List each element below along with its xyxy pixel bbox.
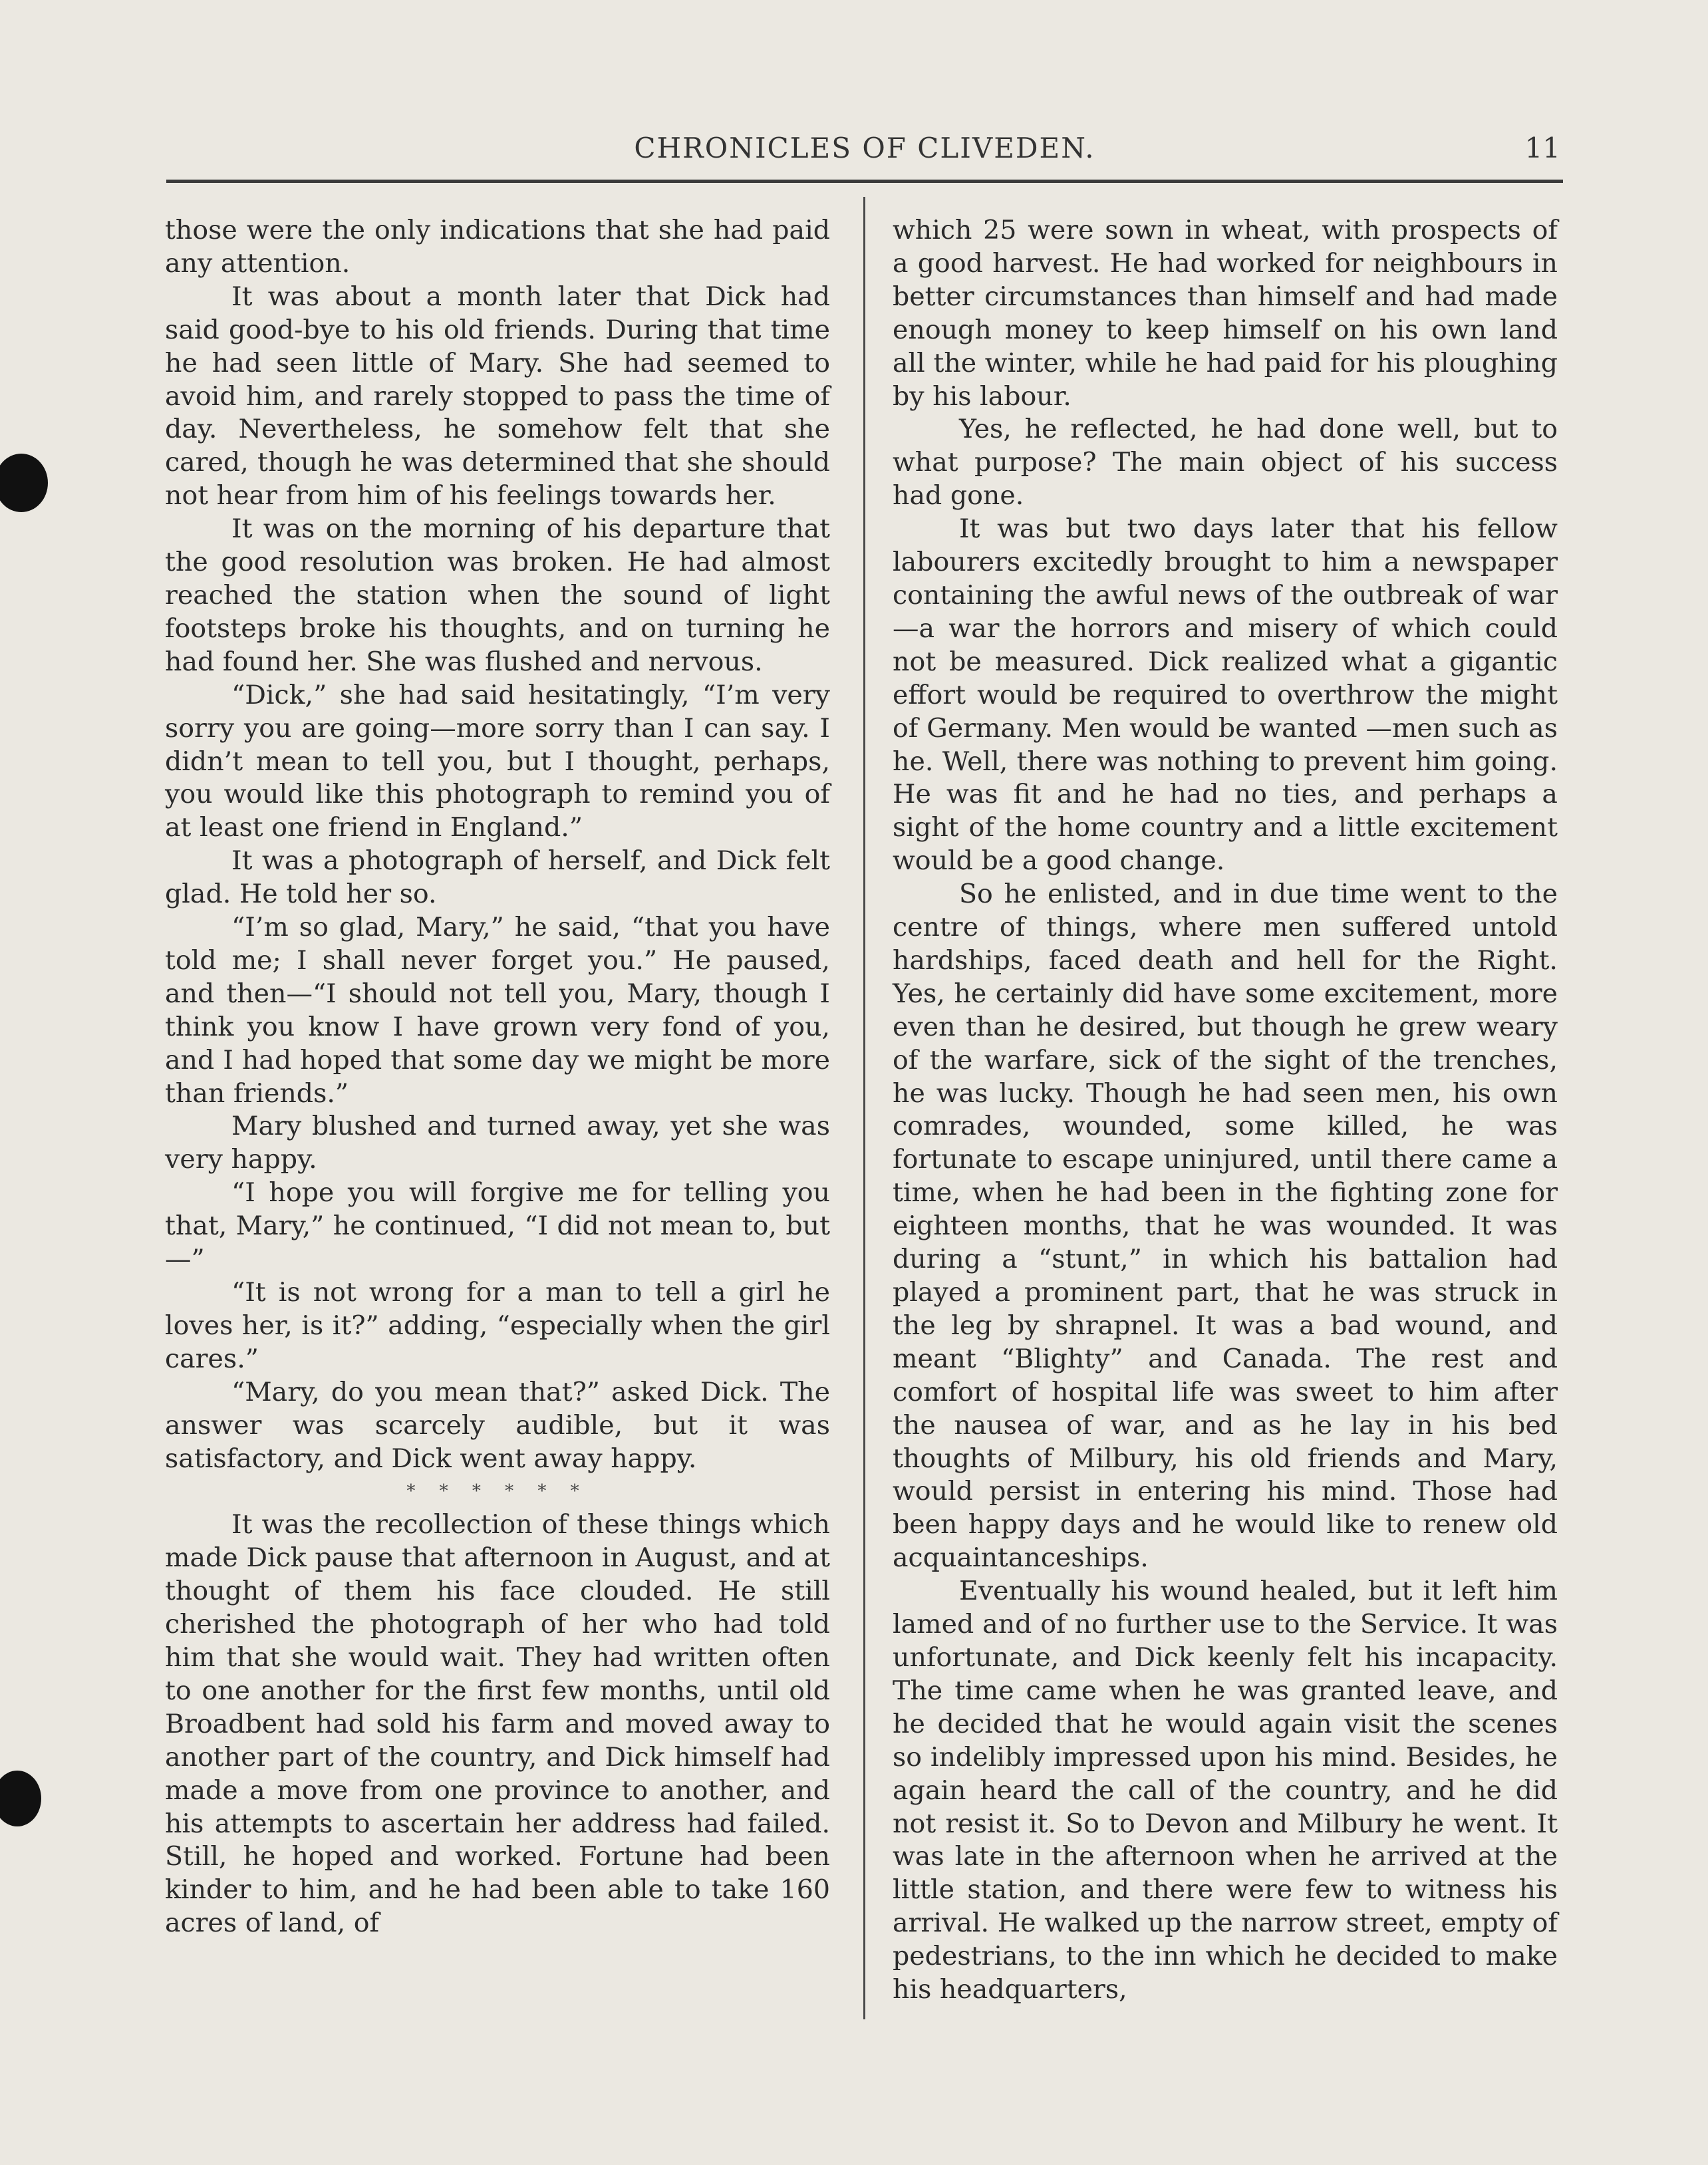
paragraph: those were the only indications that she had paid any attention. <box>165 215 830 279</box>
paragraph: It was a photograph of herself, and Dick felt glad. He told her so. <box>165 845 830 910</box>
right-column <box>893 214 1558 2007</box>
page-header <box>166 132 1563 172</box>
section-separator: * * * * * * <box>406 1481 589 1502</box>
paragraph: Mary blushed and turned away, yet she was very happy. <box>165 1111 830 1175</box>
punch-hole <box>0 454 48 512</box>
paragraph: Yes, he reflected, he had done well, but to what purpose? The main object of his success had gone. <box>893 414 1558 511</box>
running-title: CHRONICLES OF CLIVEDEN. <box>634 132 1095 164</box>
paragraph: So he enlisted, and in due time went to the centre of things, where men suffered untold hardships, faced death and hell for the Right. Yes, he certainly did have some excitement, more even than he desired, but though he grew weary of the warfare, sick of the sight of the trenches, he was lucky. Though he had seen men, his own comrades, wounded, some killed, he was fortunate to escape uninjured, until there came a time, when he had been in the fighting zone for eighteen months, that he was wounded. It was during a “stunt,” in which his battalion had played a prominent part, that he was struck in the leg by shrapnel. It was a bad wound, and meant “Blighty” and Canada. The rest and comfort of hospital life was sweet to him after the nausea of war, and as he lay in his bed thoughts of Milbury, his old friends and Mary, would persist in entering his mind. Those had been happy days and he would like to renew old acquaintanceships. <box>893 879 1558 1574</box>
paragraph: It was the recollection of these things which made Dick pause that afternoon in August, and at thought of them his face clouded. He still cherished the photograph of her who had told him that she would wait. They had written often to one another for the first few months, until old Broadbent had sold his farm and moved away to another part of the country, and Dick himself had made a move from one province to another, and his attempts to ascertain her address had failed. Still, he hoped and worked. Fortune had been kinder to him, and he had been able to take 160 acres of land, of <box>165 1509 830 1939</box>
left-column <box>165 214 830 1940</box>
header-rule <box>166 180 1563 183</box>
paragraph: It was about a month later that Dick had said good-bye to his old friends. During that time he had seen little of Mary. She had seemed to avoid him, and rarely stopped to pass the time of day. Nevertheless, he somehow felt that she cared, though he was determined that she should not hear from him of his feelings towards her. <box>165 281 830 511</box>
paragraph: It was on the morning of his departure that the good resolution was broken. He had almost reached the station when the sound of light footsteps broke his thoughts, and on turning he had found her. She was flushed and nervous. <box>165 513 830 677</box>
paragraph: Eventually his wound healed, but it left him lamed and of no further use to the Service. It was unfortunate, and Dick keenly felt his incapacity. The time came when he was granted leave, and he decided that he would again visit the scenes so indelibly impressed upon his mind. Besides, he again heard the call of the country, and he did not resist it. So to Devon and Milbury he went. It was late in the afternoon when he arrived at the little station, and there were few to witness his arrival. He walked up the narrow street, empty of pedestrians, to the inn which he decided to make his headquarters, <box>893 1576 1558 2005</box>
paragraph: “Dick,” she had said hesitatingly, “I’m very sorry you are going—more sorry than I can say. I didn’t mean to tell you, but I thought, perhaps, you would like this photograph to remind you of at least one friend in England.” <box>165 679 830 843</box>
paragraph: “I hope you will forgive me for telling you that, Mary,” he continued, “I did not mean to, but—” <box>165 1177 830 1275</box>
paragraph: It was but two days later that his fellow labourers excitedly brought to him a newspaper containing the awful news of the outbreak of war—a war the horrors and misery of which could not be measured. Dick realized what a gigantic effort would be required to overthrow the might of Germany. Men would be wanted —men such as he. Well, there was nothing to prevent him going. He was fit and he had no ties, and perhaps a sight of the home country and a little excitement would be a good change. <box>893 513 1558 877</box>
paragraph: “Mary, do you mean that?” asked Dick. The answer was scarcely audible, but it was satisfactory, and Dick went away happy. <box>165 1376 830 1474</box>
paragraph: which 25 were sown in wheat, with prospects of a good harvest. He had worked for neighbours in better circumstances than himself and had made enough money to keep himself on his own land all the winter, while he had paid for his ploughing by his labour. <box>893 215 1558 412</box>
paragraph: “It is not wrong for a man to tell a girl he loves her, is it?” adding, “especially when the girl cares.” <box>165 1277 830 1374</box>
paragraph: “I’m so glad, Mary,” he said, “that you have told me; I shall never forget you.” He paused, and then—“I should not tell you, Mary, though I think you know I have grown very fond of you, and I had hoped that some day we might be more than friends.” <box>165 912 830 1109</box>
page-number: 11 <box>1524 132 1560 164</box>
punch-hole <box>0 1771 41 1826</box>
column-divider <box>863 197 865 2019</box>
